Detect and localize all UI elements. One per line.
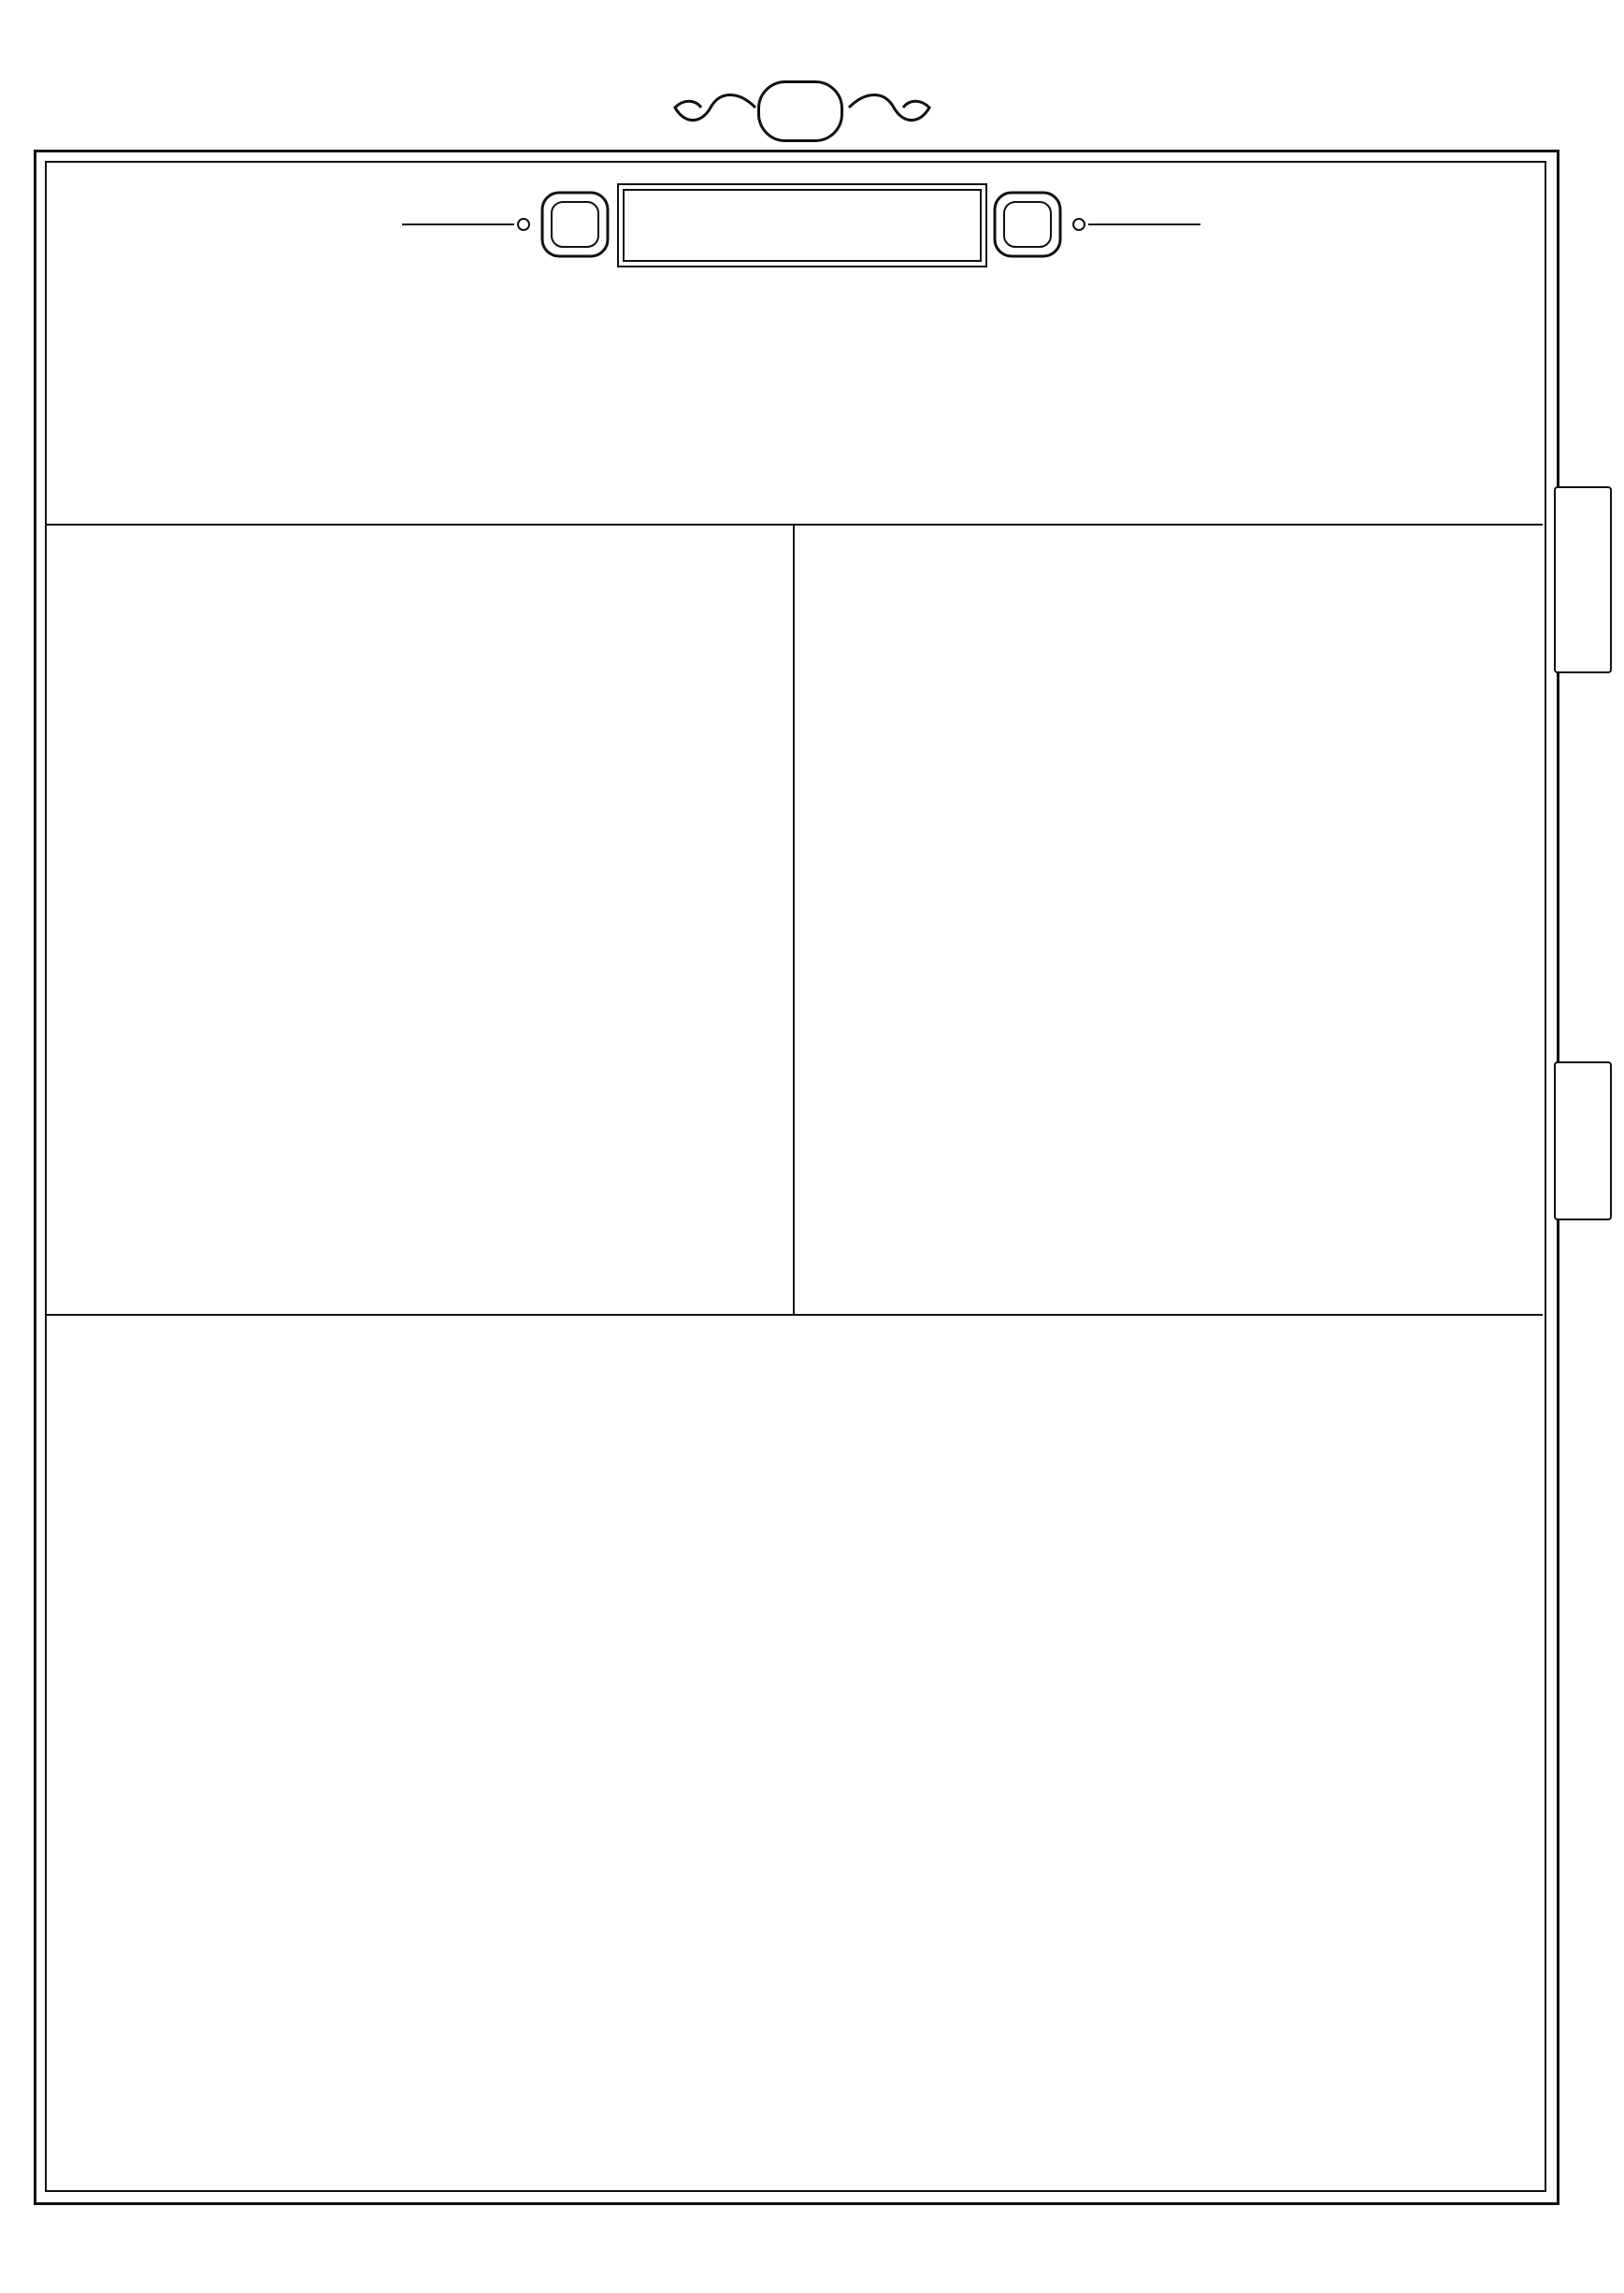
ruku-badge — [1554, 1061, 1612, 1220]
surah-title — [623, 189, 982, 262]
verses-bottom-rule — [45, 1314, 1543, 1316]
page-number — [757, 80, 843, 142]
title-ornament-left-icon — [402, 187, 617, 262]
header-ornament-left-icon — [673, 89, 757, 126]
column-divider — [793, 524, 795, 1314]
header-ornament-right-icon — [847, 89, 931, 126]
manzil-badge — [1554, 486, 1612, 673]
surah-title-band — [393, 168, 1206, 281]
title-ornament-right-icon — [985, 187, 1200, 262]
page-frame-inner — [45, 161, 1546, 2192]
